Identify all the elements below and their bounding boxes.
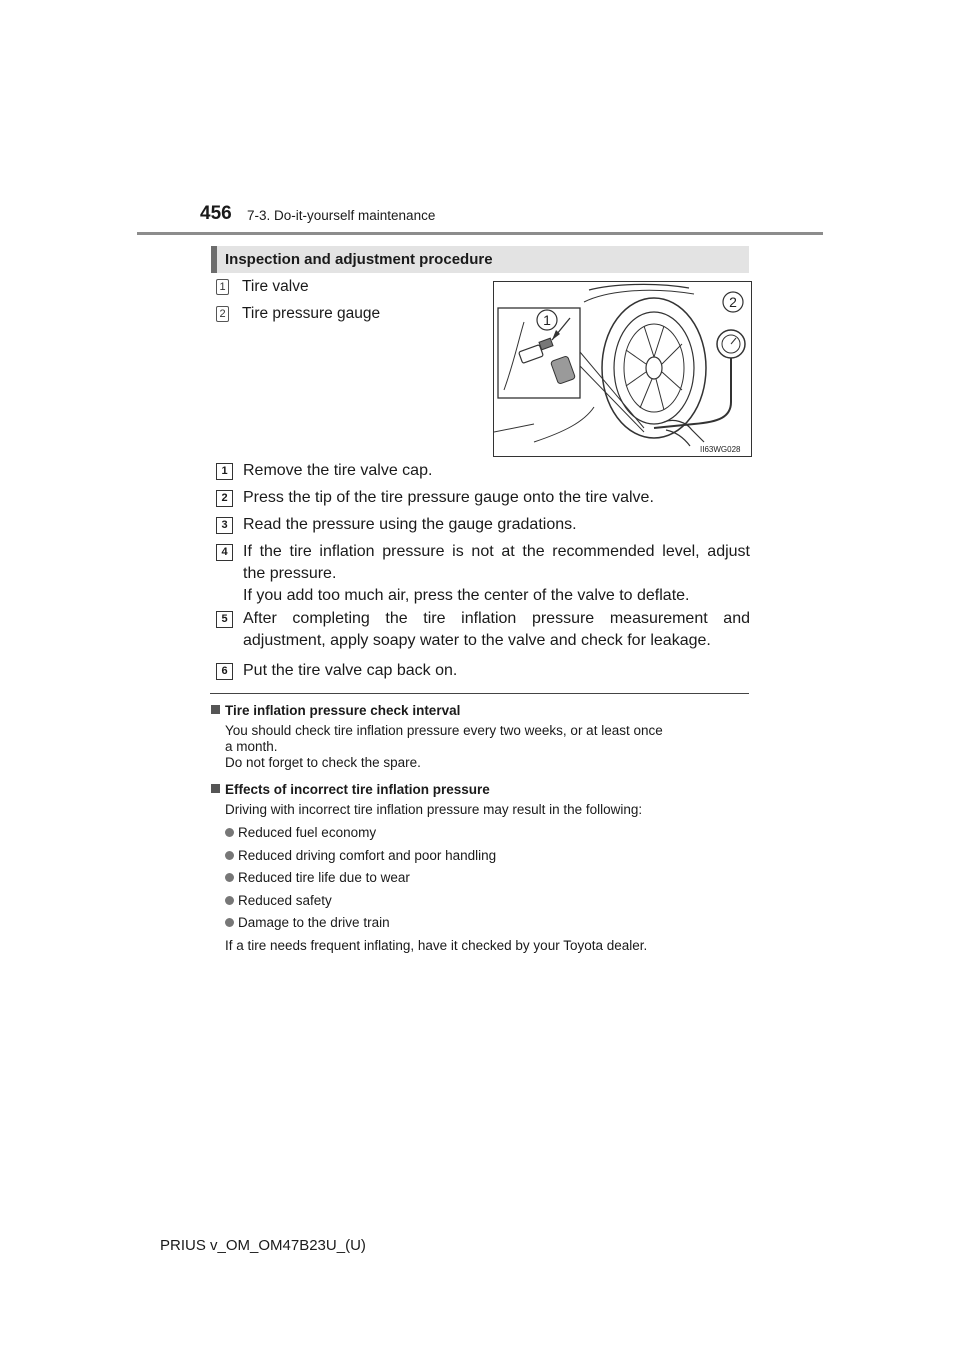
step-number: 6 [216,663,233,680]
bullet-dot-icon [225,918,234,927]
bullet-text: Reduced fuel economy [238,825,377,840]
section-label: 7-3. Do-it-yourself maintenance [247,208,436,223]
note-line: a month. [225,739,278,754]
bullet-item [225,893,332,908]
bullet-text: Reduced tire life due to wear [238,870,410,885]
step-text: Press the tip of the tire pressure gauge onto the tire valve. [243,489,654,506]
legend-label: Tire valve [242,278,309,295]
bullet-dot-icon [225,828,234,837]
note-heading-text: Tire inflation pressure check interval [225,703,461,718]
note-effects-intro: Driving with incorrect tire inflation pressure may result in the following: [225,802,643,817]
step-text [243,541,750,607]
page-number: 456 [200,203,232,224]
square-bullet-icon [211,784,220,793]
note-heading-interval [211,703,460,718]
note-body-interval [225,723,750,771]
wheel-and-gauge-drawing [494,282,751,456]
note-heading-text: Effects of incorrect tire inflation pressure [225,782,490,797]
step-text-line: If the tire inflation pressure is not at the recommended level, adjust [243,543,750,560]
bullet-dot-icon [225,873,234,882]
note-effects-closing: If a tire needs frequent inflating, have it checked by your Toyota dealer. [225,938,648,953]
step-number: 3 [216,517,233,534]
header-divider [137,232,823,235]
bullet-text: Reduced driving comfort and poor handling [238,848,497,863]
callout-1-label: 1 [543,312,551,328]
step-text-line: adjustment, apply soapy water to the valve and check for leakage. [243,632,711,649]
legend-item-tire-valve [216,278,309,296]
step-number: 1 [216,463,233,480]
square-bullet-icon [211,705,220,714]
bullet-item [225,825,376,840]
legend-label: Tire pressure gauge [242,305,381,322]
step-text: Read the pressure using the gauge gradations. [243,516,577,533]
step-text [243,608,750,652]
footer-doc-code: PRIUS v_OM_OM47B23U_(U) [160,1237,366,1254]
step-text-line: After completing the tire inflation pressure measurement and [243,610,750,627]
bullet-item [225,870,410,885]
step-number: 4 [216,544,233,561]
step-text-line: the pressure. [243,565,337,582]
step-number: 5 [216,611,233,628]
bullet-text: Reduced safety [238,893,332,908]
callout-2-label: 2 [729,294,737,310]
section-heading [211,246,749,273]
step-text: Remove the tire valve cap. [243,462,433,479]
bullet-dot-icon [225,851,234,860]
figure-code: II63WG028 [700,445,741,454]
tire-pressure-illustration [493,281,752,457]
notes-divider [210,693,749,694]
heading-accent-bar [211,246,217,273]
step-number: 2 [216,490,233,507]
step-text: Put the tire valve cap back on. [243,662,458,679]
section-heading-text: Inspection and adjustment procedure [225,251,493,268]
legend-number: 1 [216,279,229,295]
note-heading-effects [211,782,490,797]
bullet-dot-icon [225,896,234,905]
bullet-text: Damage to the drive train [238,915,390,930]
bullet-item [225,848,496,863]
note-line: Do not forget to check the spare. [225,755,421,770]
legend-number: 2 [216,306,229,322]
step-text-line: If you add too much air, press the center of the valve to deflate. [243,587,690,604]
legend-item-pressure-gauge [216,305,381,323]
bullet-item [225,915,390,930]
note-line: You should check tire inflation pressure every two weeks, or at least once [225,723,663,738]
